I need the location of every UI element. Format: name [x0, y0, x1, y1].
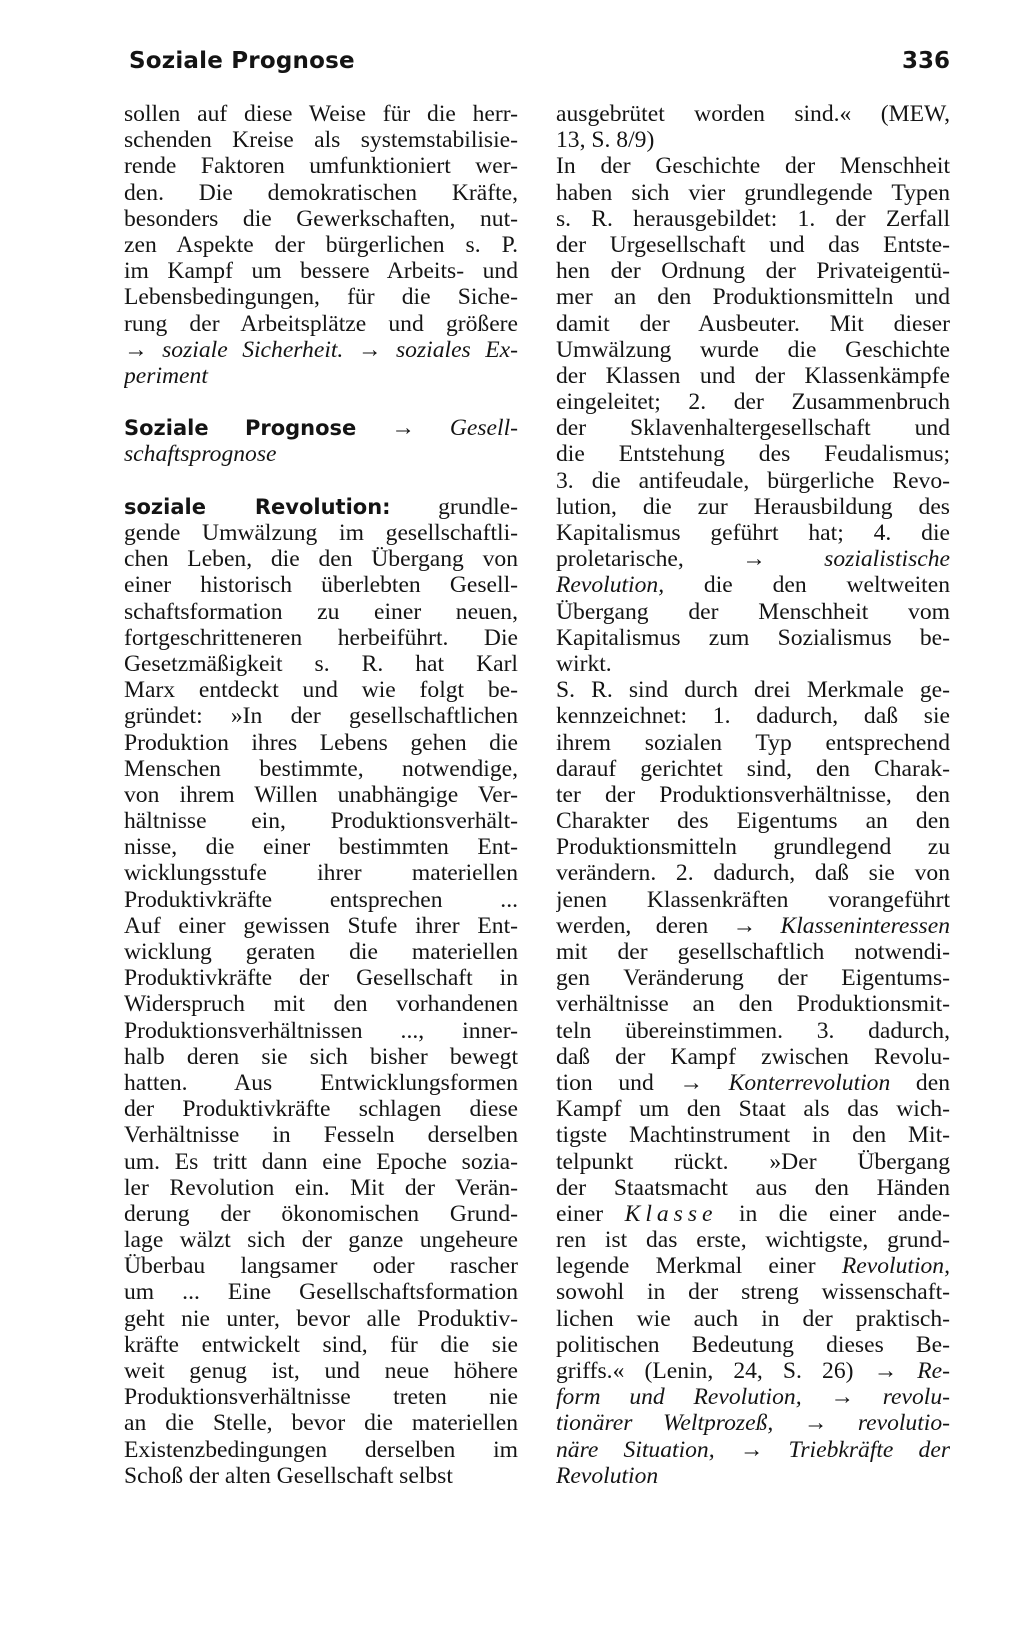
text-line: gen Veränderung der Eigentums-: [556, 965, 950, 992]
text-line: Kapitalismus zum Sozialismus be-: [556, 624, 950, 651]
text-line: telpunkt rückt. »Der Übergang: [556, 1148, 950, 1175]
text-line: rung der Arbeitsplätze und größere: [124, 310, 518, 337]
text-line: Produktion ihres Lebens gehen die: [124, 729, 518, 756]
text-line: → soziale Sicherheit. → soziales Ex-: [124, 336, 518, 363]
text-line: fortgeschritteneren herbeiführt. Die: [124, 624, 518, 651]
text-line: periment: [124, 362, 208, 389]
text-line: daß der Kampf zwischen Revolu-: [556, 1043, 950, 1070]
text-line: mer an den Produktionsmitteln und: [556, 284, 950, 311]
text-line: Soziale Prognose → Gesell-: [124, 415, 518, 442]
text-line: wicklungsstufe ihrer materiellen: [124, 860, 518, 887]
text-line: darauf gerichtet sind, den Charak-: [556, 755, 950, 782]
text-line: werden, deren → Klasseninteressen: [556, 912, 950, 939]
text-line: sowohl in der streng wissenschaft-: [556, 1279, 950, 1306]
text-line: hältnisse ein, Produktionsverhält-: [124, 808, 518, 835]
text-line: näre Situation, → Triebkräfte der: [556, 1436, 950, 1463]
text-line: Marx entdeckt und wie folgt be-: [124, 677, 518, 704]
paragraph-gap: [124, 468, 518, 494]
text-line: hen der Ordnung der Privateigentü-: [556, 258, 950, 285]
text-line: von ihrem Willen unabhängige Ver-: [124, 781, 518, 808]
text-line: ren ist das erste, wichtigste, grund-: [556, 1227, 950, 1254]
text-line: 13, S. 8/9): [556, 127, 655, 154]
text-line: jenen Klassenkräften vorangeführt: [556, 886, 950, 913]
text-line: kräfte entwickelt sind, für die sie: [124, 1331, 518, 1358]
page-number: 336: [901, 48, 950, 74]
text-line: proletarische, → sozialistische: [556, 546, 950, 573]
text-line: Schoß der alten Gesellschaft selbst: [124, 1462, 453, 1489]
text-line: weit genug ist, und neue höhere: [124, 1358, 518, 1384]
text-line: Menschen bestimmte, notwendige,: [124, 755, 518, 782]
text-line: um. Es tritt dann eine Epoche sozia-: [124, 1148, 518, 1175]
text-line: Produktionsmitteln grundlegend zu: [556, 834, 950, 861]
text-line: Auf einer gewissen Stufe ihrer Ent-: [124, 912, 518, 939]
text-line: verhältnisse an den Produktionsmit-: [556, 991, 950, 1018]
text-line: halb deren sie sich bisher bewegt: [124, 1043, 518, 1070]
text-line: 3. die antifeudale, bürgerliche Revo-: [556, 467, 950, 494]
text-line: Revolution, die den weltweiten: [556, 572, 950, 599]
text-line: an die Stelle, bevor die materiellen: [124, 1410, 518, 1437]
text-line: einer Klasse in die einer ande-: [556, 1200, 950, 1227]
text-line: form und Revolution, → revolu-: [556, 1384, 950, 1411]
text-line: S. R. sind durch drei Merkmale ge-: [556, 677, 950, 704]
text-line: einer historisch überlebten Gesell-: [124, 572, 518, 599]
text-line: Existenzbedingungen derselben im: [124, 1436, 518, 1463]
text-line: Lebensbedingungen, für die Siche-: [124, 284, 518, 311]
text-line: rende Faktoren umfunktioniert wer-: [124, 153, 518, 180]
text-line: In der Geschichte der Menschheit: [556, 153, 950, 180]
text-line: Produktionsverhältnisse treten nie: [124, 1384, 518, 1411]
text-line: eingeleitet; 2. der Zusammenbruch: [556, 389, 950, 416]
text-line: lage wälzt sich der ganze ungeheure: [124, 1227, 518, 1254]
text-line: ter der Produktionsverhältnisse, den: [556, 781, 950, 808]
right-column: [556, 101, 950, 1489]
text-line: Kapitalismus geführt hat; 4. die: [556, 520, 950, 546]
text-line: damit der Ausbeuter. Mit dieser: [556, 310, 950, 337]
text-line: legende Merkmal einer Revolution,: [556, 1253, 950, 1280]
text-line: derung der ökonomischen Grund-: [124, 1200, 518, 1227]
text-line: politischen Bedeutung dieses Be-: [556, 1331, 950, 1358]
text-line: schaftsprognose: [124, 441, 277, 468]
text-line: die Entstehung des Feudalismus;: [556, 441, 950, 468]
text-line: Gesetzmäßigkeit s. R. hat Karl: [124, 650, 518, 677]
text-line: zen Aspekte der bürgerlichen s. P.: [124, 231, 518, 258]
text-line: griffs.« (Lenin, 24, S. 26) → Re-: [556, 1358, 950, 1384]
text-line: Charakter des Eigentums an den: [556, 808, 950, 835]
text-line: der Produktivkräfte schlagen diese: [124, 1096, 518, 1123]
text-line: haben sich vier grundlegende Typen: [556, 179, 950, 206]
text-line: gründet: »In der gesellschaftlichen: [124, 703, 518, 730]
text-line: mit der gesellschaftlich notwendi-: [556, 939, 950, 965]
text-line: Produktionsverhältnissen ..., inner-: [124, 1017, 518, 1044]
page-header: [129, 48, 950, 88]
running-head: Soziale Prognose: [129, 48, 355, 74]
text-line: chen Leben, die den Übergang von: [124, 546, 518, 573]
text-line: den. Die demokratischen Kräfte,: [124, 179, 518, 206]
text-line: ler Revolution ein. Mit der Verän-: [124, 1174, 518, 1201]
text-line: hatten. Aus Entwicklungsformen: [124, 1069, 518, 1096]
text-line: Verhältnisse in Fesseln derselben: [124, 1122, 518, 1149]
text-line: wirkt.: [556, 650, 612, 677]
text-line: wicklung geraten die materiellen: [124, 939, 518, 965]
text-line: ihrem sozialen Typ entsprechend: [556, 729, 950, 756]
text-line: gende Umwälzung im gesellschaftli-: [124, 520, 518, 546]
text-line: Überbau langsamer oder rascher: [124, 1253, 518, 1280]
text-line: schaftsformation zu einer neuen,: [124, 598, 518, 625]
text-line: tigste Machtinstrument in den Mit-: [556, 1122, 950, 1149]
text-line: tionärer Weltprozeß, → revolutio-: [556, 1410, 950, 1437]
text-line: Produktivkräfte entsprechen ...: [124, 886, 518, 913]
text-line: sollen auf diese Weise für die herr-: [124, 101, 518, 127]
text-line: besonders die Gewerkschaften, nut-: [124, 205, 518, 232]
text-line: Übergang der Menschheit vom: [556, 598, 950, 625]
text-line: Widerspruch mit den vorhandenen: [124, 991, 518, 1018]
text-line: nisse, die einer bestimmten Ent-: [124, 834, 518, 861]
text-line: ausgebrütet worden sind.« (MEW,: [556, 101, 950, 127]
text-line: um ... Eine Gesellschaftsformation: [124, 1279, 518, 1306]
text-line: soziale Revolution: grundle-: [124, 493, 518, 520]
text-line: schenden Kreise als systemstabilisie-: [124, 127, 518, 154]
text-line: lution, die zur Herausbildung des: [556, 493, 950, 520]
text-line: s. R. herausgebildet: 1. der Zerfall: [556, 205, 950, 232]
text-line: Produktivkräfte der Gesellschaft in: [124, 965, 518, 992]
text-line: kennzeichnet: 1. dadurch, daß sie: [556, 703, 950, 730]
text-line: Umwälzung wurde die Geschichte: [556, 336, 950, 363]
text-line: verändern. 2. dadurch, daß sie von: [556, 860, 950, 887]
text-line: Kampf um den Staat als das wich-: [556, 1096, 950, 1123]
text-line: der Urgesellschaft und das Entste-: [556, 231, 950, 258]
text-line: der Staatsmacht aus den Händen: [556, 1174, 950, 1201]
text-line: der Sklavenhaltergesellschaft und: [556, 415, 950, 442]
text-line: geht nie unter, bevor alle Produktiv-: [124, 1305, 518, 1332]
left-column: [124, 101, 518, 1489]
text-line: tion und → Konterrevolution den: [556, 1069, 950, 1096]
paragraph-gap: [124, 389, 518, 415]
text-line: Revolution: [556, 1462, 659, 1489]
text-line: im Kampf um bessere Arbeits- und: [124, 258, 518, 285]
text-line: teln übereinstimmen. 3. dadurch,: [556, 1017, 950, 1044]
text-line: der Klassen und der Klassenkämpfe: [556, 362, 950, 389]
text-line: lichen wie auch in der praktisch-: [556, 1305, 950, 1332]
